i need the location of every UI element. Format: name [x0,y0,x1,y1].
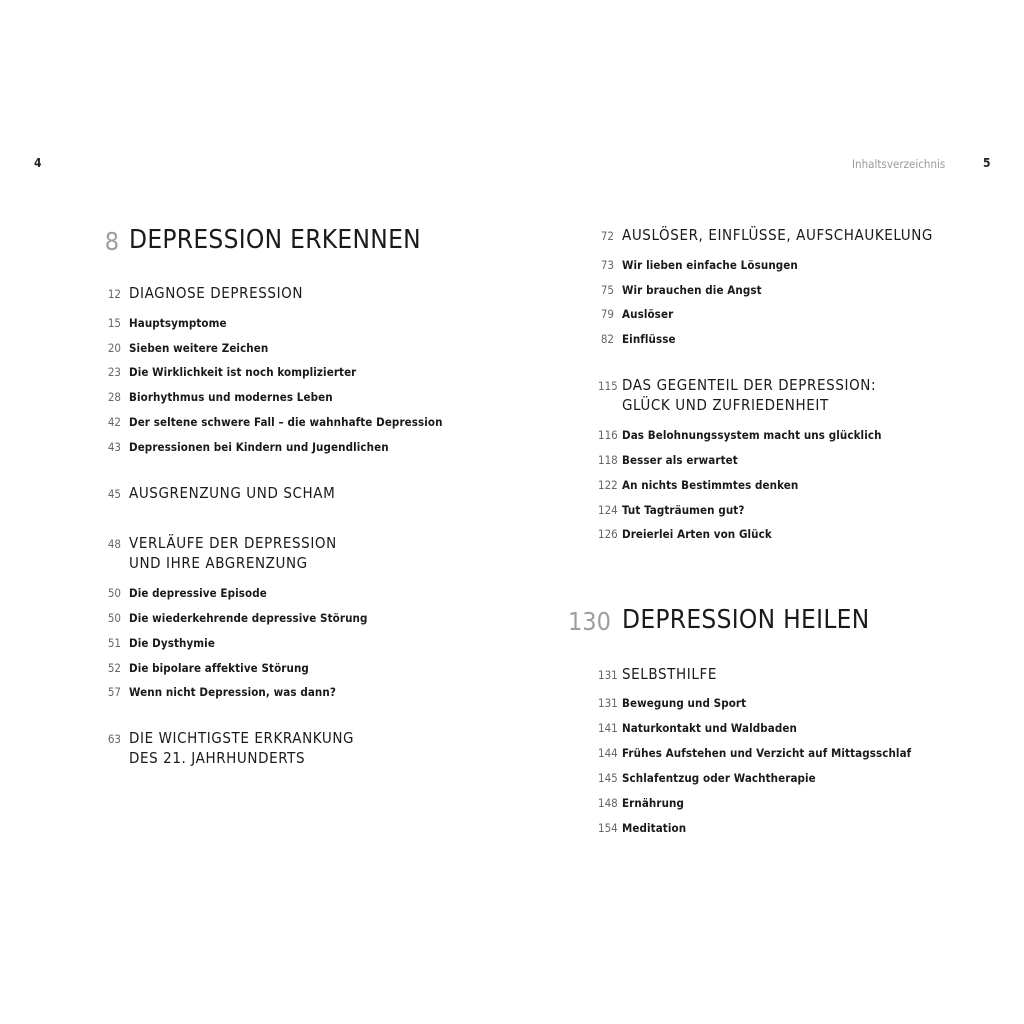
toc-entry-title: Die wiederkehrende depressive Störung [129,611,368,625]
toc-entry-title: Besser als erwartet [622,453,738,467]
toc-entry-title: Die bipolare affektive Störung [129,661,309,675]
toc-page-number: 12 [107,287,121,301]
toc-entry-title: Wir lieben einfache Lösungen [622,258,798,272]
left-page-number: 4 [34,156,42,170]
toc-entry-title: Naturkontakt und Waldbaden [622,721,797,735]
toc-page-number: 115 [598,379,618,393]
toc-section-title: AUSGRENZUNG UND SCHAM [129,484,336,502]
toc-entry-title: Die Wirklichkeit ist noch komplizierter [129,365,357,379]
toc-page-number: 57 [107,685,121,699]
toc-page-number: 15 [107,316,121,330]
toc-page-number: 141 [598,721,618,735]
toc-entry-title: Auslöser [622,307,674,321]
toc-section-title-line2: GLÜCK UND ZUFRIEDENHEIT [622,396,829,414]
toc-page-number: 20 [107,341,121,355]
toc-page-number: 43 [107,440,121,454]
toc-page-number: 45 [107,487,121,501]
toc-section-title: SELBSTHILFE [622,665,717,683]
toc-page-number: 63 [107,732,121,746]
toc-entry-title: Sieben weitere Zeichen [129,341,269,355]
toc-page-number: 51 [107,636,121,650]
toc-section-title: DIAGNOSE DEPRESSION [129,284,304,302]
toc-page-number: 48 [107,537,121,551]
toc-entry-title: Hauptsymptome [129,316,227,330]
toc-section-title-line2: UND IHRE ABGRENZUNG [129,554,308,572]
toc-page-number: 75 [600,283,614,297]
toc-page-number: 23 [107,365,121,379]
toc-page-number: 131 [598,668,618,682]
toc-page-number: 131 [598,696,618,710]
toc-entry-title: Einflüsse [622,332,676,346]
toc-page-number: 28 [107,390,121,404]
right-page-number: 5 [983,156,991,170]
toc-section-title-line2: DES 21. JAHRHUNDERTS [129,749,306,767]
toc-page-number: 72 [600,229,614,243]
toc-page-number: 154 [598,821,618,835]
toc-page-number: 50 [107,586,121,600]
toc-page-number: 8 [104,227,119,256]
toc-page-number: 116 [598,428,618,442]
toc-page-number: 122 [598,478,618,492]
toc-section-title: VERLÄUFE DER DEPRESSION [129,534,337,552]
toc-page-number: 50 [107,611,121,625]
toc-section-title: AUSLÖSER, EINFLÜSSE, AUFSCHAUKELUNG [622,226,933,244]
toc-entry-title: Die Dysthymie [129,636,215,650]
toc-entry-title: Das Belohnungssystem macht uns glücklich [622,428,882,442]
toc-page-number: 82 [600,332,614,346]
toc-section-title: DIE WICHTIGSTE ERKRANKUNG [129,729,355,747]
toc-page-number: 73 [600,258,614,272]
toc-entry-title: An nichts Bestimmtes denken [622,478,799,492]
toc-chapter-title: DEPRESSION HEILEN [622,605,870,635]
toc-page-number: 148 [598,796,618,810]
toc-chapter-title: DEPRESSION ERKENNEN [129,225,421,255]
toc-entry-title: Meditation [622,821,687,835]
toc-page-number: 124 [598,503,618,517]
toc-page-number: 144 [598,746,618,760]
toc-entry-title: Dreierlei Arten von Glück [622,527,772,541]
toc-section-title: DAS GEGENTEIL DER DEPRESSION: [622,376,877,394]
toc-entry-title: Schlafentzug oder Wachtherapie [622,771,816,785]
running-head: Inhaltsverzeichnis [852,157,946,171]
toc-page-number: 145 [598,771,618,785]
toc-page-number: 118 [598,453,618,467]
toc-entry-title: Ernährung [622,796,685,810]
toc-entry-title: Frühes Aufstehen und Verzicht auf Mittagsschlaf [622,746,912,760]
toc-entry-title: Bewegung und Sport [622,696,747,710]
toc-entry-title: Die depressive Episode [129,586,267,600]
toc-page-number: 52 [107,661,121,675]
toc-entry-title: Tut Tagträumen gut? [622,503,745,517]
toc-entry-title: Wir brauchen die Angst [622,283,762,297]
toc-entry-title: Der seltene schwere Fall – die wahnhafte Depression [129,415,443,429]
toc-page-number: 126 [598,527,618,541]
toc-page-number: 130 [568,607,611,636]
toc-entry-title: Depressionen bei Kindern und Jugendlichen [129,440,389,454]
toc-entry-title: Biorhythmus und modernes Leben [129,390,333,404]
toc-entry-title: Wenn nicht Depression, was dann? [129,685,336,699]
toc-page-number: 79 [600,307,614,321]
toc-page-number: 42 [107,415,121,429]
